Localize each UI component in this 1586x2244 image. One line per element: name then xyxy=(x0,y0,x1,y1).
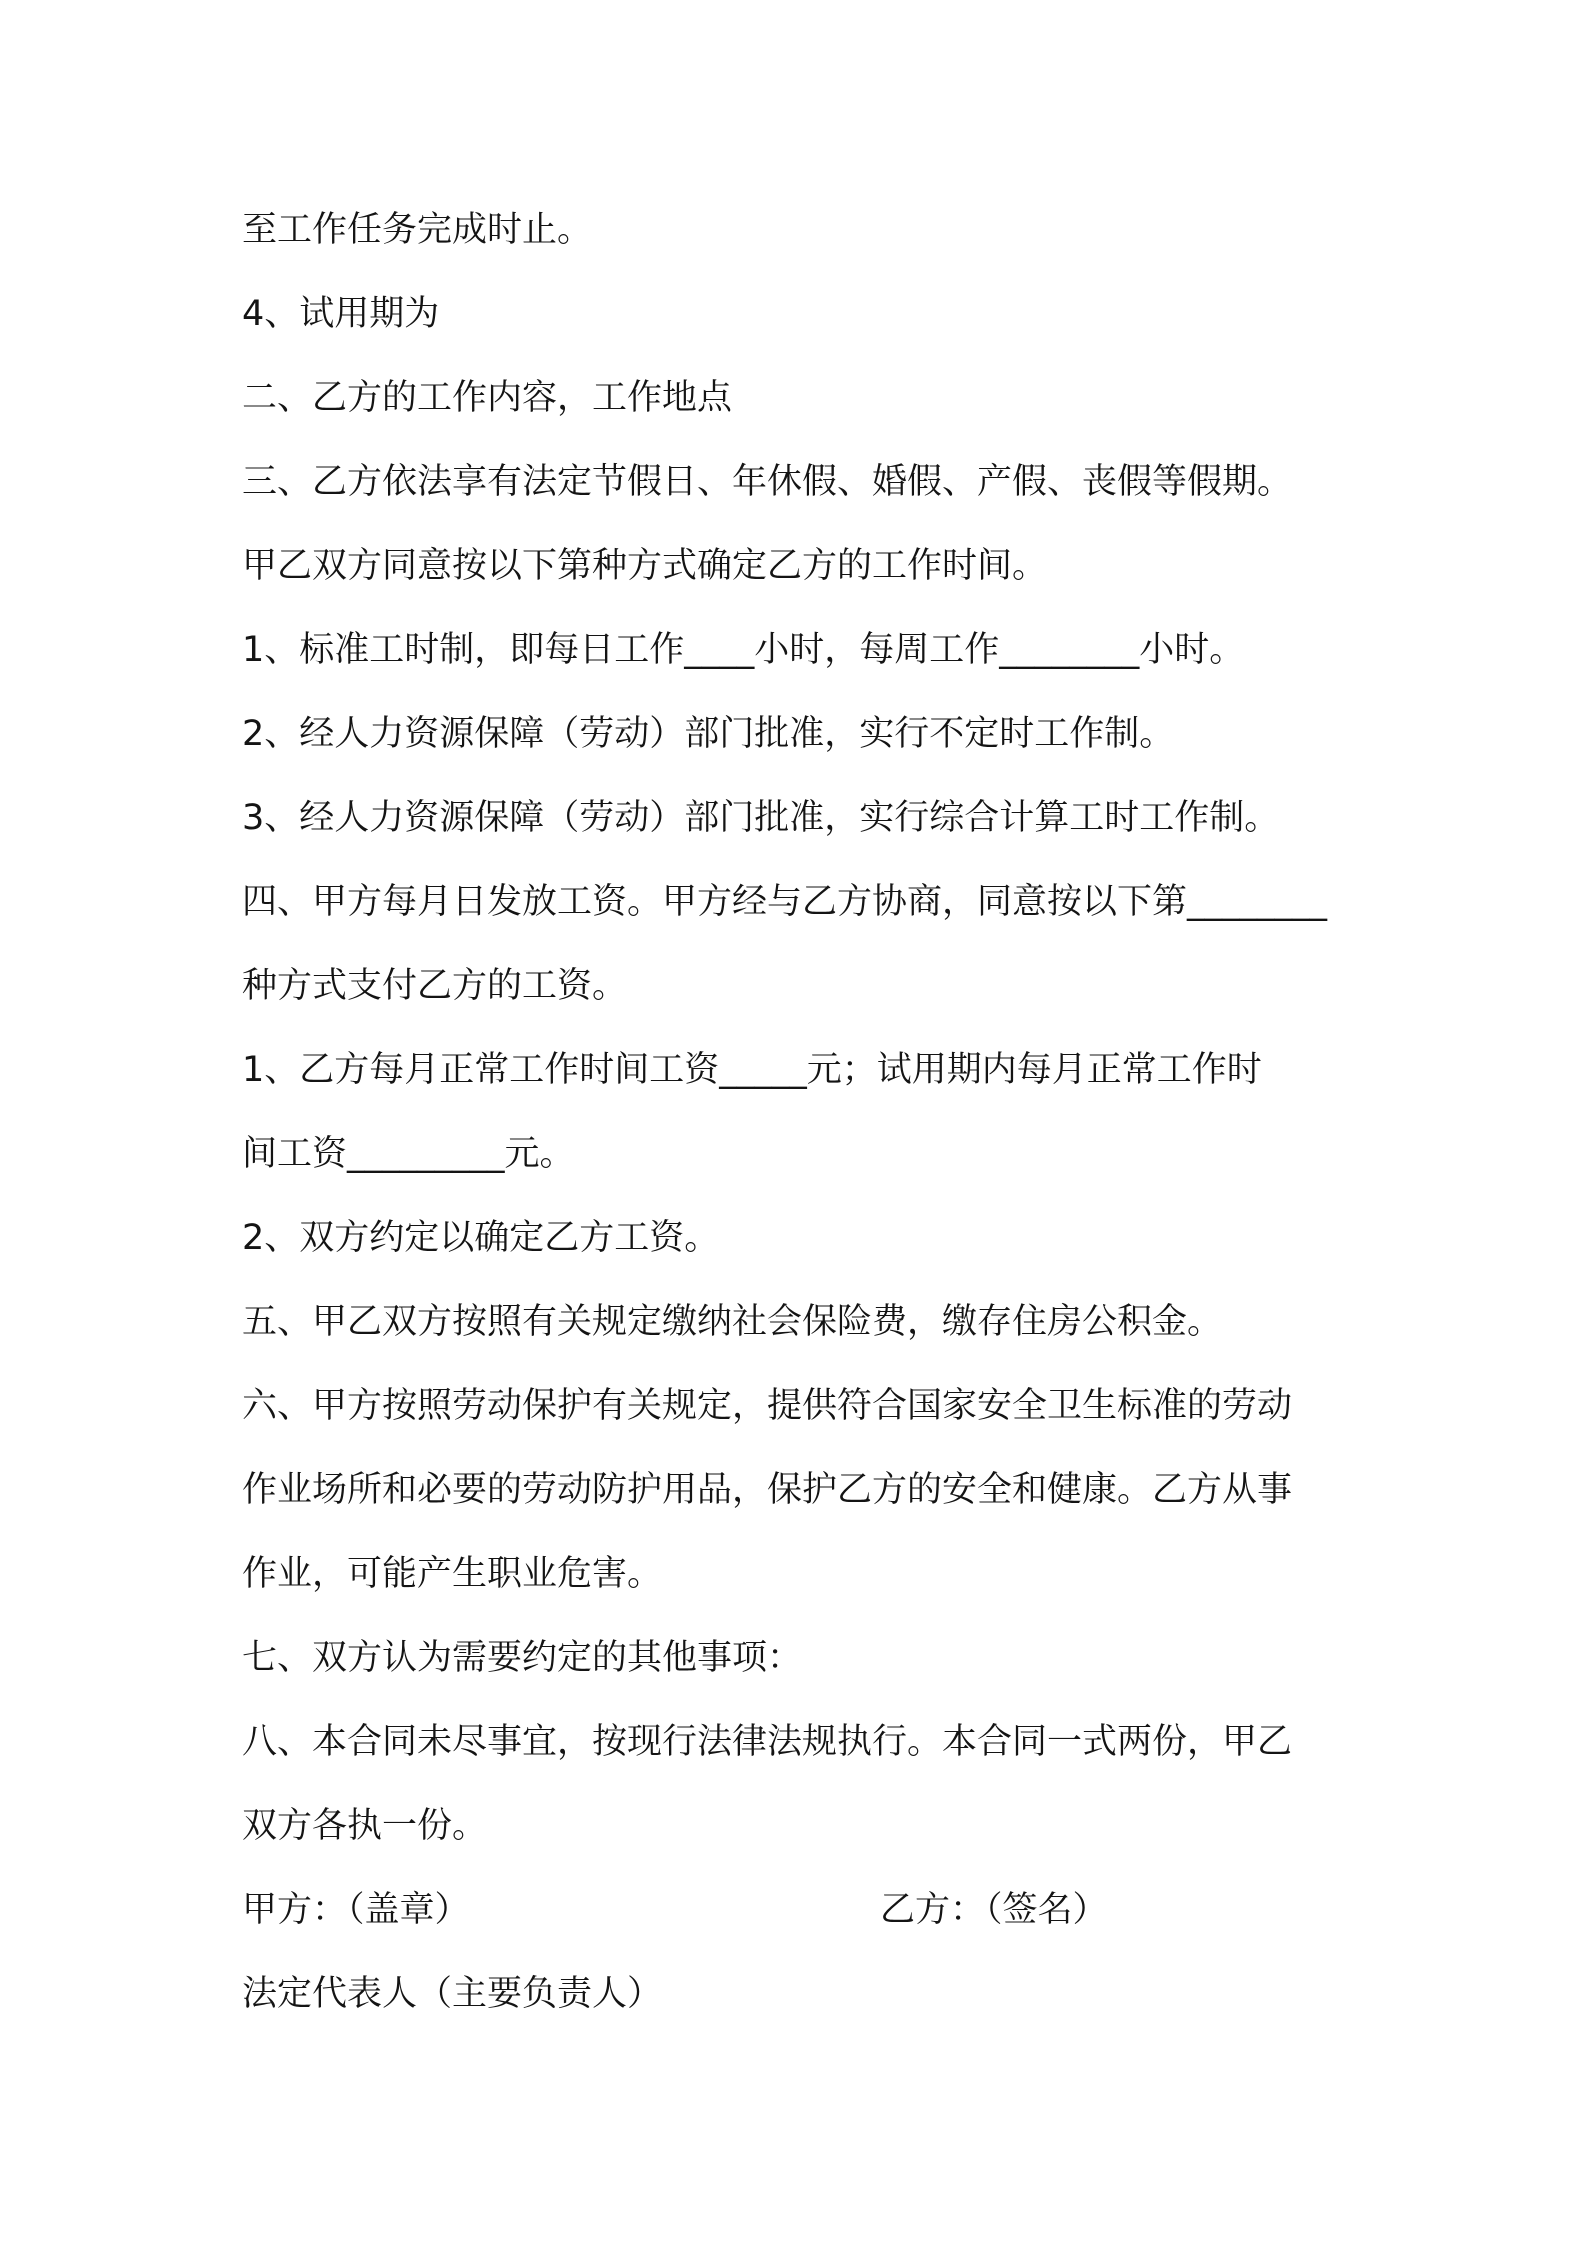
party-a-seal-label: 甲方：（盖章） xyxy=(242,1890,470,1930)
text-line: 四、甲方每月日发放工资。甲方经与乙方协商，同意按以下第________ xyxy=(242,882,1328,922)
text-line: 至工作任务完成时止。 xyxy=(242,210,593,250)
text-line: 五、甲乙双方按照有关规定缴纳社会保险费，缴存住房公积金。 xyxy=(242,1302,1223,1342)
text-line: 1、标准工时制，即每日工作____小时，每周工作________小时。 xyxy=(242,630,1245,670)
contract-text xyxy=(242,198,1362,2046)
text-line: 2、经人力资源保障（劳动）部门批准，实行不定时工作制。 xyxy=(242,714,1175,754)
text-line: 六、甲方按照劳动保护有关规定，提供符合国家安全卫生标准的劳动 xyxy=(242,1386,1293,1426)
text-line: 2、双方约定以确定乙方工资。 xyxy=(242,1218,720,1258)
legal-representative-label: 法定代表人（主要负责人） xyxy=(242,1974,663,2014)
text-line: 种方式支付乙方的工资。 xyxy=(242,966,628,1006)
text-line: 1、乙方每月正常工作时间工资_____元；试用期内每月正常工作时 xyxy=(242,1050,1262,1090)
text-line: 三、乙方依法享有法定节假日、年休假、婚假、产假、丧假等假期。 xyxy=(242,462,1293,502)
text-line: 间工资_________元。 xyxy=(242,1134,575,1174)
text-line: 八、本合同未尽事宜，按现行法律法规执行。本合同一式两份，甲乙 xyxy=(242,1722,1293,1762)
text-line: 二、乙方的工作内容，工作地点 xyxy=(242,378,733,418)
text-line: 作业，可能产生职业危害。 xyxy=(242,1554,663,1594)
party-b-signature-label: 乙方：（签名） xyxy=(880,1890,1108,1930)
text-line: 3、经人力资源保障（劳动）部门批准，实行综合计算工时工作制。 xyxy=(242,798,1280,838)
signature-row xyxy=(242,1878,1362,1962)
text-line: 4、试用期为 xyxy=(242,294,440,334)
text-line: 甲乙双方同意按以下第种方式确定乙方的工作时间。 xyxy=(242,546,1048,586)
text-line: 作业场所和必要的劳动防护用品，保护乙方的安全和健康。乙方从事 xyxy=(242,1470,1293,1510)
text-line: 双方各执一份。 xyxy=(242,1806,488,1846)
text-line: 七、双方认为需要约定的其他事项： xyxy=(242,1638,803,1678)
